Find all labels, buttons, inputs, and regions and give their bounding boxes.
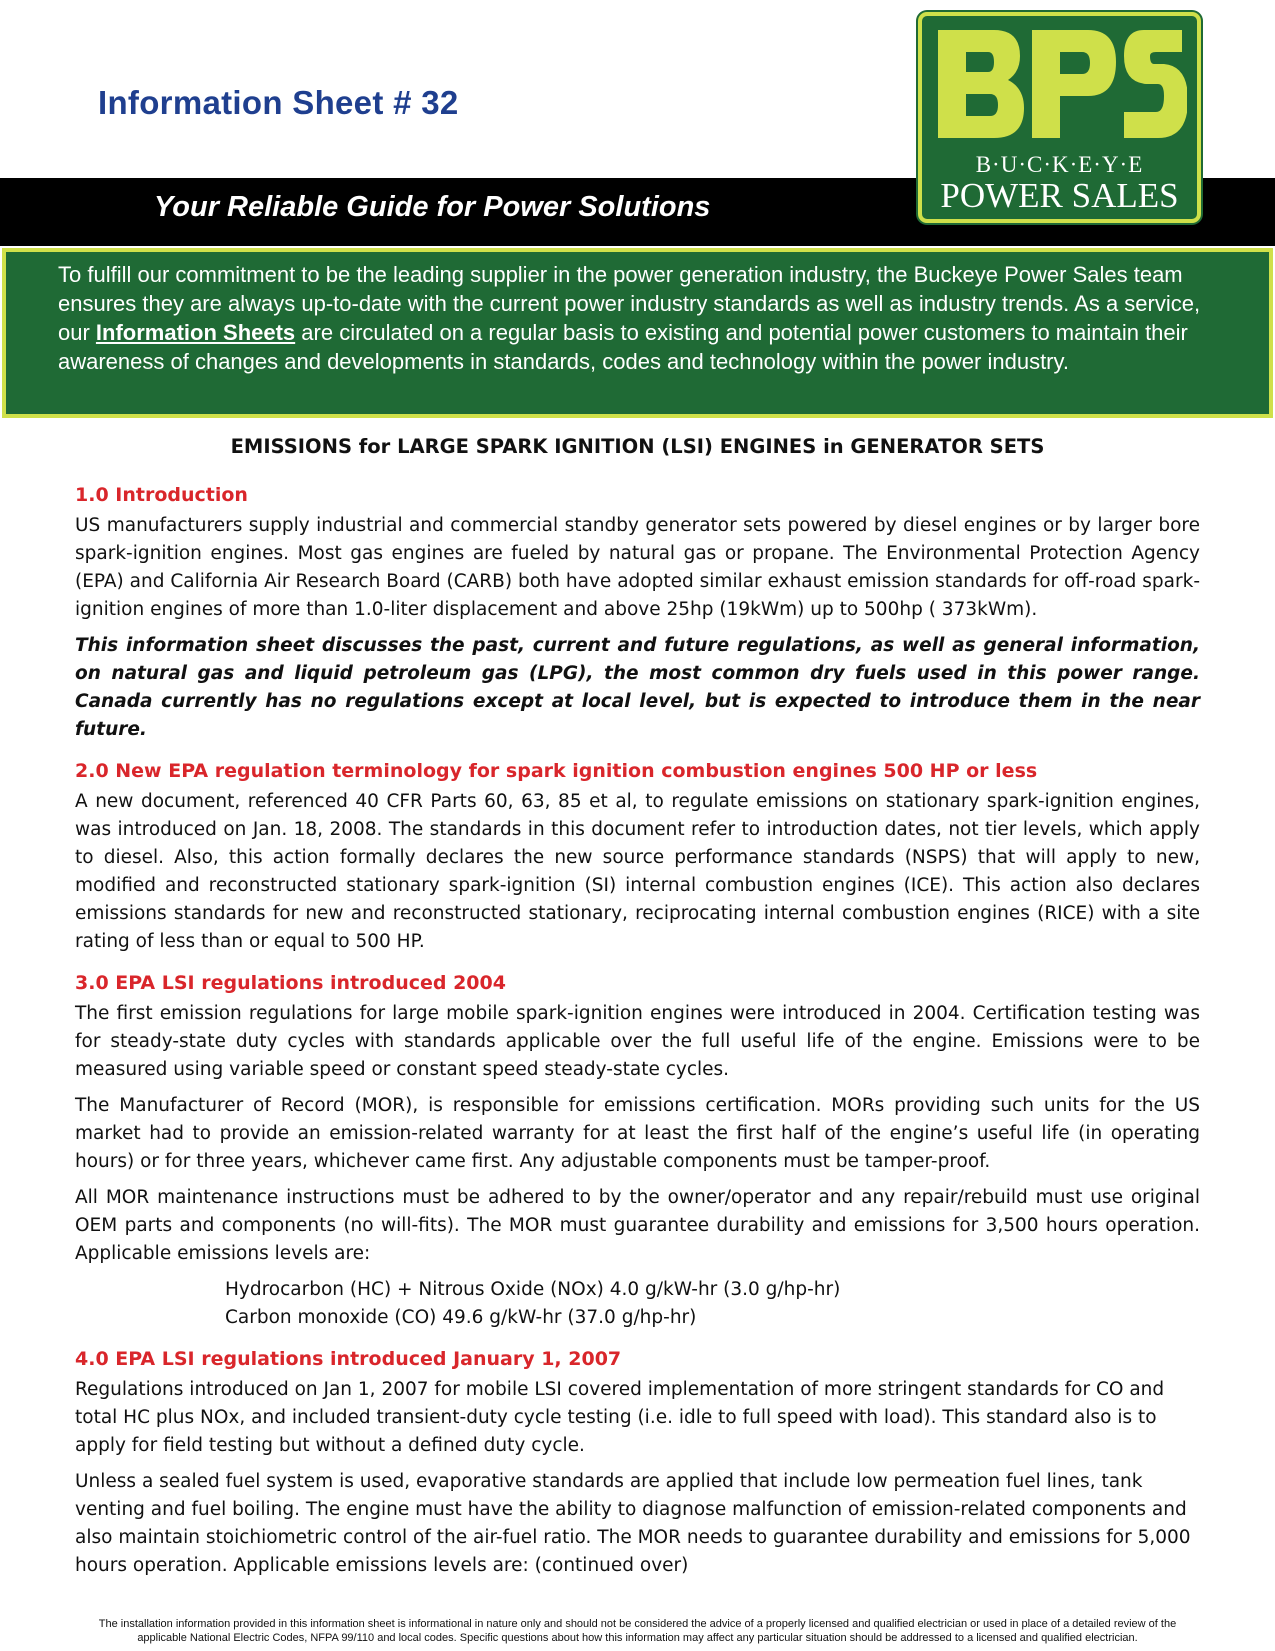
section-paragraph: All MOR maintenance instructions must be adhered to by the owner/operator and any repair/rebuild must use original OEM parts and components (no will-fits). The MOR must guarantee durability and emissions for 3,500 hours operation. Applicable emissions levels are: [75,1187,1200,1264]
footer-line: applicable National Electric Codes, NFPA 99/110 and local codes. Specific questions about how this information may affect any particular situation should be addressed to a licensed and qualified electrician. [137,1631,1138,1644]
footer-disclaimer [0,1618,1275,1645]
logo-buckeye-text: B·U·C·K·E·Y·E [975,152,1144,177]
bps-letters-logo-mark [932,22,1187,150]
document-body [75,484,1200,1596]
logo-power-sales-text: POWER SALES [940,176,1179,215]
section-lsi-2007 [75,1348,1200,1580]
intro-paragraph [58,260,1229,376]
section-paragraph: Regulations introduced on Jan 1, 2007 for mobile LSI covered implementation of more stringent standards for CO and total HC plus NOx, and included transient-duty cycle testing (i.e. idle to full speed with load). This standard also is to apply for field testing but without a defined duty cycle. [75,1379,1165,1456]
sheet-title: Information Sheet # 32 [98,84,459,121]
section-introduction [75,484,1200,744]
document-title: EMISSIONS for LARGE SPARK IGNITION (LSI) ENGINES in GENERATOR SETS [230,435,1045,458]
intro-text-end: are circulated on a regular basis to existing and potential power customers to maintain their awareness of changes and developments in standards, codes and technology within the power industry. [58,320,1188,374]
section-heading: 4.0 EPA LSI regulations introduced January 1, 2007 [75,1348,622,1370]
emission-levels-list [75,1276,1200,1332]
section-paragraph: A new document, referenced 40 CFR Parts 60, 63, 85 et al, to regulate emissions on stationary spark-ignition engines, was introduced on Jan. 18, 2008. The standards in this document refer to introduction dates, not tier levels, which apply to diesel. Also, this action formally declares the new source performance standards (NSPS) that will apply to new, modified and reconstructed stationary spark-ignition (SI) internal combustion engines (ICE). This action also declares emissions standards for new and reconstructed stationary, reciprocating internal combustion engines (RICE) with a site rating of less than or equal to 500 HP. [75,791,1200,952]
section-lsi-2004 [75,972,1200,1332]
section-heading: 2.0 New EPA regulation terminology for spark ignition combustion engines 500 HP or less [75,760,1038,782]
section-heading: 3.0 EPA LSI regulations introduced 2004 [75,972,506,994]
emphasis-paragraph: This information sheet discusses the past, current and future regulations, as well as general information, on natural gas and liquid petroleum gas (LPG), the most common dry fuels used in this power range. Canada currently has no regulations except at local level, but is expected to introduce them in the near future. [75,635,1200,740]
intro-text-start: To fulfill our commitment to be the leading supplier in the power generation industry, the Buckeye Power Sales team ensures they are always up-to-date with the current power industry standards as well as industry trends. As a service, our [58,262,1201,345]
section-paragraph: The Manufacturer of Record (MOR), is responsible for emissions certification. MORs providing such units for the US market had to provide an emission-related warranty for at least the first half of the engine’s useful life (in operating hours) or for three years, whichever came first. Any adjustable components must be tamper-proof. [75,1095,1200,1172]
emission-level-item: Carbon monoxide (CO) 49.6 g/kW-hr (37.0 g/hp-hr) [225,1307,697,1328]
footer-line: The installation information provided in this information sheet is informational in nature only and should not be considered the advice of a properly licensed and qualified electrician or used in place of a detailed review of the [98,1618,1177,1630]
intro-box [2,248,1273,418]
section-paragraph: The first emission regulations for large mobile spark-ignition engines were introduced in 2004. Certification testing was for steady-state duty cycles with standards applicable over the full useful life of the engine. Emissions were to be measured using variable speed or constant speed steady-state cycles. [75,1003,1200,1080]
company-logo [918,12,1201,223]
emission-level-item: Hydrocarbon (HC) + Nitrous Oxide (NOx) 4.0 g/kW-hr (3.0 g/hp-hr) [225,1279,841,1300]
section-paragraph: US manufacturers supply industrial and commercial standby generator sets powered by diesel engines or by larger bore spark-ignition engines. Most gas engines are fueled by natural gas or propane. The Environmental Protection Agency (EPA) and California Air Research Board (CARB) both have adopted similar exhaust emission standards for off-road spark-ignition engines of more than 1.0-liter displacement and above 25hp (19kWm) up to 500hp ( 373kWm). [75,515,1200,620]
information-sheets-link[interactable]: Information Sheets [95,320,296,345]
section-epa-terminology [75,760,1200,956]
section-paragraph: Unless a sealed fuel system is used, evaporative standards are applied that include low permeation fuel lines, tank venting and fuel boiling. The engine must have the ability to diagnose malfunction of emission-related components and also maintain stoichiometric control of the air-fuel ratio. The MOR needs to guarantee durability and emissions for 5,000 hours operation. Applicable emissions levels are: (continued over) [75,1471,1191,1576]
section-heading: 1.0 Introduction [75,484,248,506]
tagline: Your Reliable Guide for Power Solutions [154,191,711,223]
